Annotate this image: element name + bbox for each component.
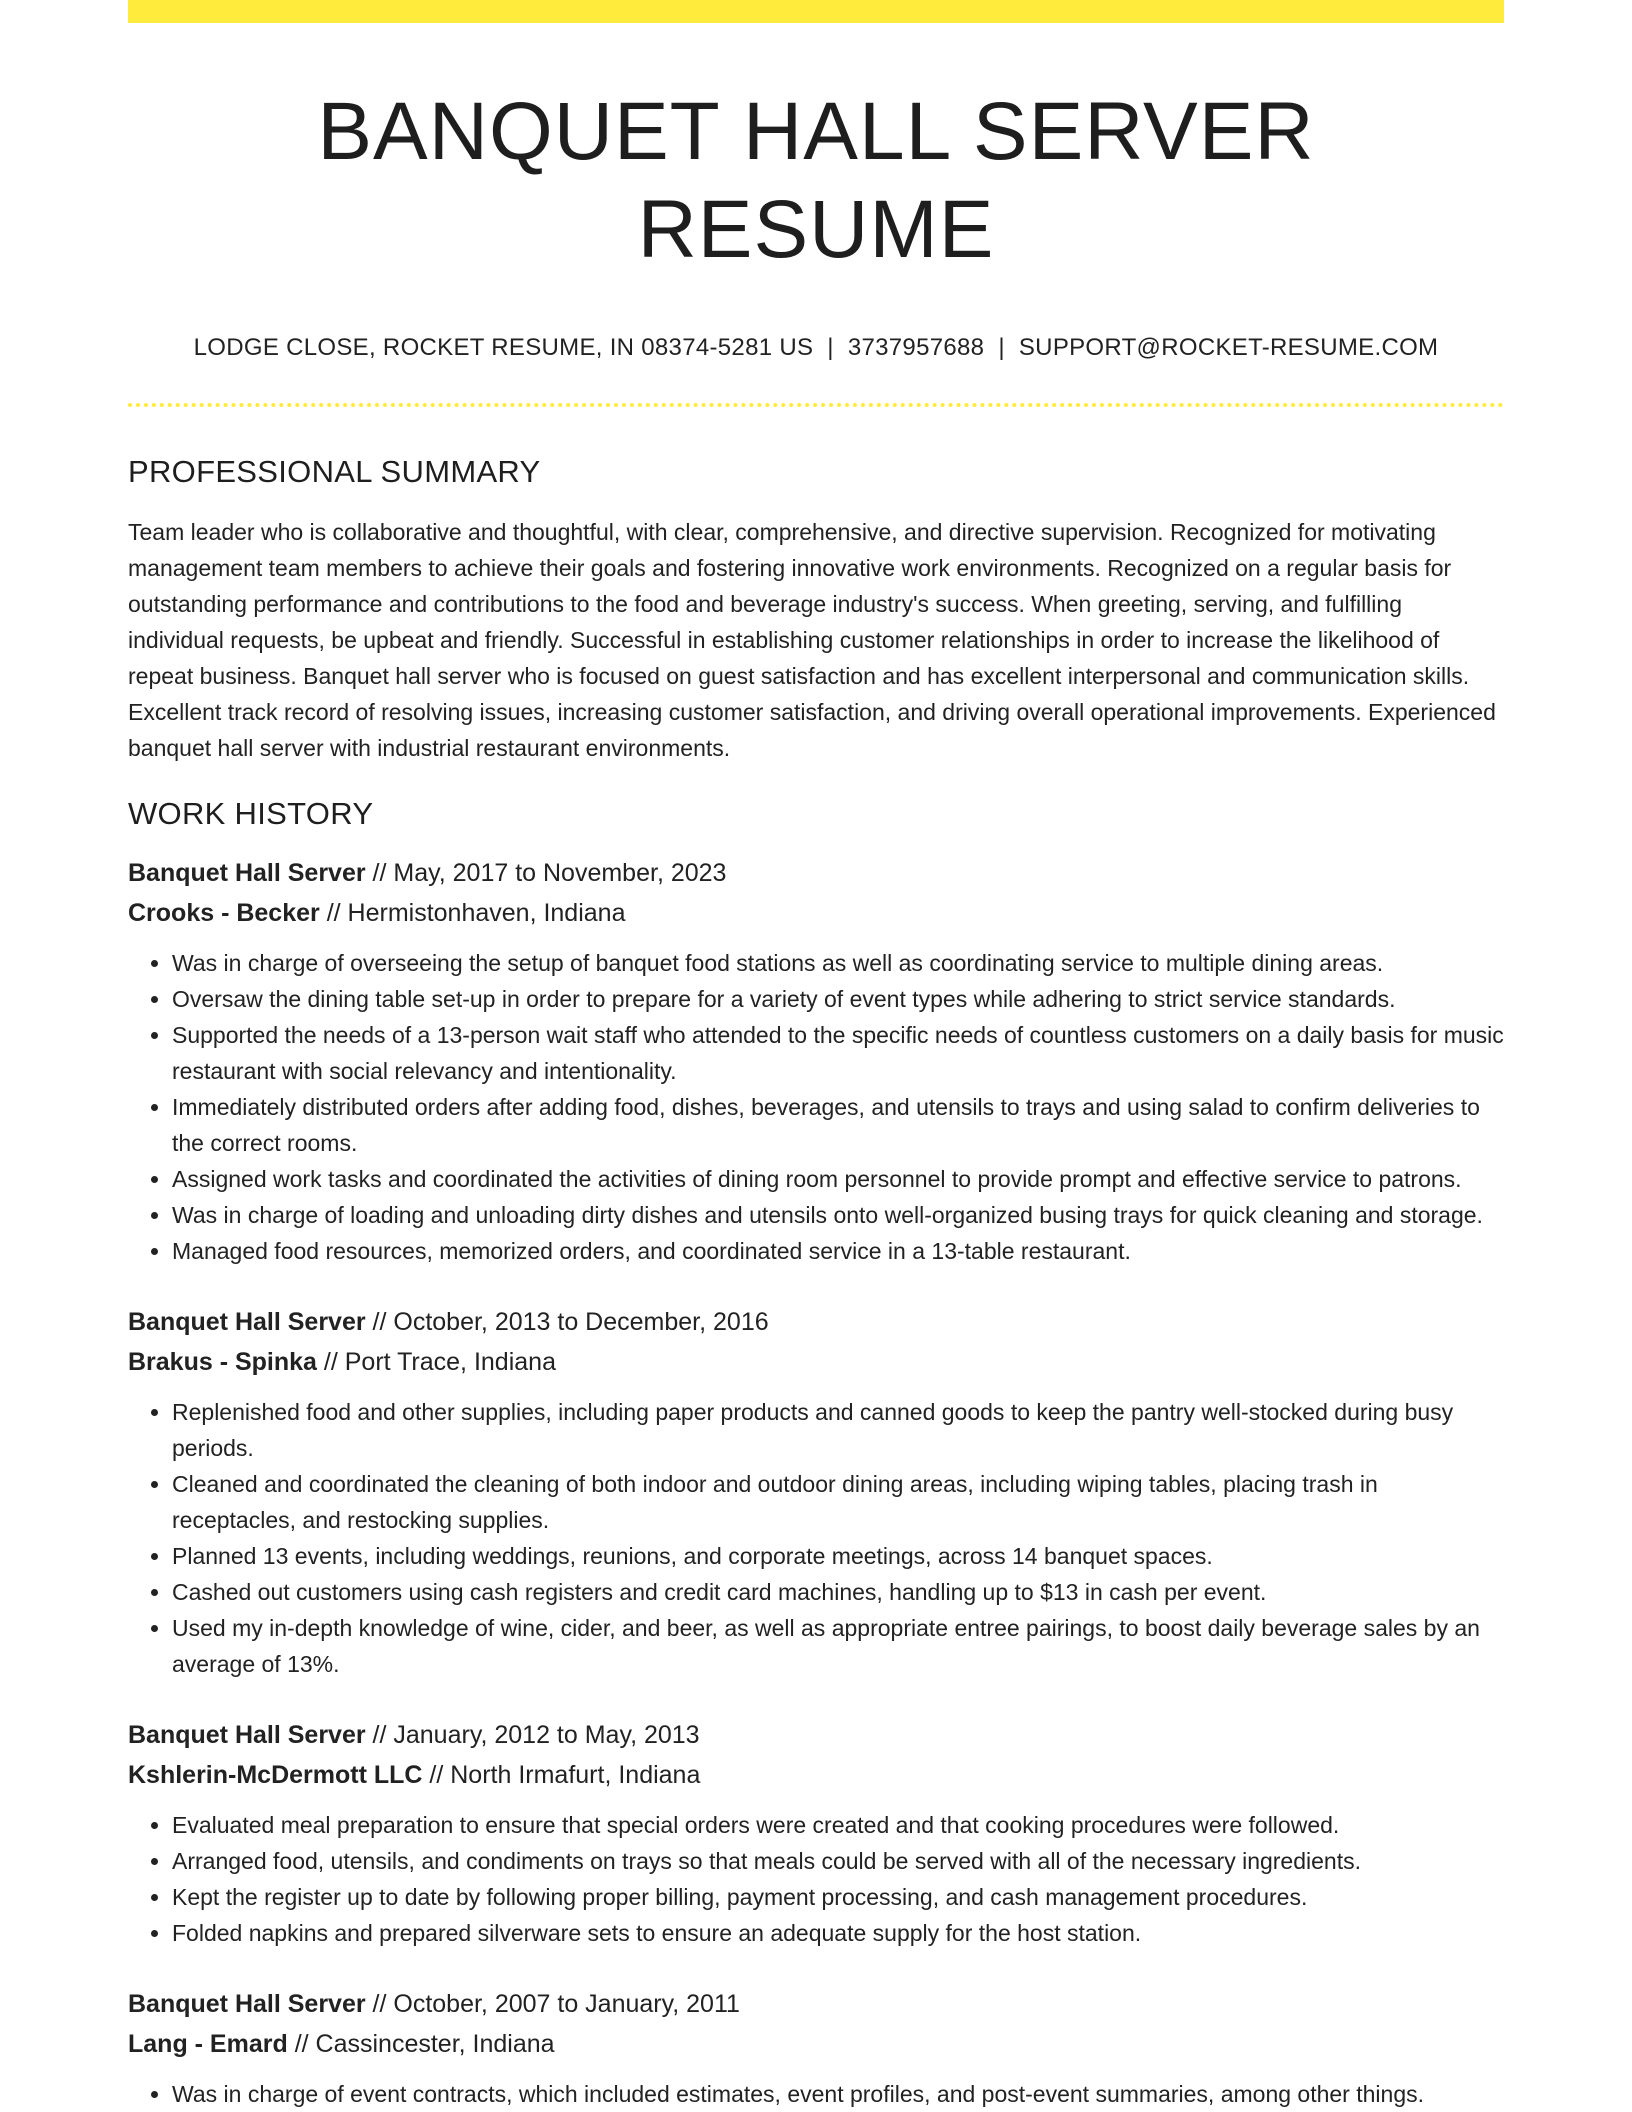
- job-bullet: • Was in charge of event contracts, which included estimates, event profiles, and post-event summaries, among other things.: [172, 2076, 1504, 2112]
- job-title-line: [128, 853, 1504, 893]
- job-bullet: • Used my in-depth knowledge of wine, cider, and beer, as well as appropriate entree pairings, to boost daily beverage sales by an average of 13%.: [172, 1610, 1504, 1682]
- job-company: Crooks - Becker: [128, 898, 320, 927]
- summary-text: Team leader who is collaborative and thoughtful, with clear, comprehensive, and directive supervision. Recognized for motivating management team members to achieve their goals and fostering innovative work environments. Recognized on a regular basis for outstanding performance and contributions to the food and beverage industry's success. When greeting, serving, and fulfilling individual requests, be upbeat and friendly. Successful in establishing customer relationships in order to increase the likelihood of repeat business. Banquet hall server who is focused on guest satisfaction and has excellent interpersonal and communication skills. Excellent track record of resolving issues, increasing customer satisfaction, and driving overall operational improvements. Experienced banquet hall server with industrial restaurant environments.: [128, 519, 1496, 762]
- job-bullets: [128, 945, 1504, 1269]
- job-bullet: • Immediately distributed orders after adding food, dishes, beverages, and utensils to trays and using salad to confirm deliveries to the correct rooms.: [172, 1089, 1504, 1161]
- job-bullet: • Cashed out customers using cash registers and credit card machines, handling up to $13 in cash per event.: [172, 1574, 1504, 1610]
- job-title: Banquet Hall Server: [128, 1307, 366, 1336]
- job-dates: // October, 2013 to December, 2016: [365, 1307, 769, 1336]
- job-bullet: • Was in charge of overseeing the setup of banquet food stations as well as coordinating service to multiple dining areas.: [172, 945, 1504, 981]
- job-bullet: • Was in charge of loading and unloading dirty dishes and utensils onto well-organized busing trays for quick cleaning and storage.: [172, 1197, 1504, 1233]
- job-title-line: [128, 1715, 1504, 1755]
- job-entry: [128, 1984, 1504, 2112]
- job-dates: // January, 2012 to May, 2013: [365, 1720, 700, 1749]
- summary-heading: PROFESSIONAL SUMMARY: [128, 453, 541, 489]
- job-company: Kshlerin-McDermott LLC: [128, 1760, 423, 1789]
- job-title: Banquet Hall Server: [128, 1989, 366, 2018]
- job-bullet: • Supported the needs of a 13-person wait staff who attended to the specific needs of countless customers on a daily basis for music restaurant with social relevancy and intentionality.: [172, 1017, 1504, 1089]
- job-company: Lang - Emard: [128, 2029, 288, 2058]
- top-accent-bar: [128, 0, 1504, 23]
- job-dates: // October, 2007 to January, 2011: [365, 1989, 740, 2018]
- work-history-list: [128, 853, 1504, 2112]
- job-location: // North Irmafurt, Indiana: [422, 1760, 701, 1789]
- job-entry: [128, 1302, 1504, 1682]
- job-bullets: [128, 1394, 1504, 1682]
- job-company-line: [128, 893, 1504, 933]
- contact-separator: |: [827, 333, 834, 361]
- job-company-line: [128, 2024, 1504, 2064]
- job-title: Banquet Hall Server: [128, 858, 366, 887]
- resume-page: [128, 0, 1504, 2112]
- job-entry: [128, 1715, 1504, 1951]
- job-bullet: • Arranged food, utensils, and condiments on trays so that meals could be served with all of the necessary ingredients.: [172, 1843, 1504, 1879]
- job-entry: [128, 853, 1504, 1269]
- job-title: Banquet Hall Server: [128, 1720, 366, 1749]
- contact-email: SUPPORT@ROCKET-RESUME.COM: [1018, 333, 1439, 361]
- job-bullet: • Cleaned and coordinated the cleaning of both indoor and outdoor dining areas, including wiping tables, placing trash in receptacles, and restocking supplies.: [172, 1466, 1504, 1538]
- contact-phone: 3737957688: [847, 333, 985, 361]
- job-company-line: [128, 1342, 1504, 1382]
- job-location: // Port Trace, Indiana: [316, 1347, 556, 1376]
- job-title-line: [128, 1302, 1504, 1342]
- resume-title: BANQUET HALL SERVER RESUME: [317, 86, 1315, 276]
- job-bullet: • Kept the register up to date by following proper billing, payment processing, and cash management procedures.: [172, 1879, 1504, 1915]
- job-bullet: • Oversaw the dining table set-up in order to prepare for a variety of event types while adhering to strict service standards.: [172, 981, 1504, 1017]
- job-bullets: [128, 2076, 1504, 2112]
- job-bullet: • Managed food resources, memorized orders, and coordinated service in a 13-table restaurant.: [172, 1233, 1504, 1269]
- job-bullet: • Planned 13 events, including weddings, reunions, and corporate meetings, across 14 banquet spaces.: [172, 1538, 1504, 1574]
- job-location: // Hermistonhaven, Indiana: [319, 898, 626, 927]
- job-bullet: • Folded napkins and prepared silverware sets to ensure an adequate supply for the host station.: [172, 1915, 1504, 1951]
- job-bullet: • Evaluated meal preparation to ensure that special orders were created and that cooking procedures were followed.: [172, 1807, 1504, 1843]
- job-title-line: [128, 1984, 1504, 2024]
- contact-address: LODGE CLOSE, ROCKET RESUME, IN 08374-5281 US: [193, 333, 814, 361]
- contact-line: [128, 332, 1504, 363]
- dotted-divider: [128, 403, 1504, 407]
- job-bullet: • Replenished food and other supplies, including paper products and canned goods to keep the pantry well-stocked during busy periods.: [172, 1394, 1504, 1466]
- contact-separator: |: [998, 333, 1005, 361]
- job-company: Brakus - Spinka: [128, 1347, 317, 1376]
- job-bullet: • Assigned work tasks and coordinated the activities of dining room personnel to provide prompt and effective service to patrons.: [172, 1161, 1504, 1197]
- job-company-line: [128, 1755, 1504, 1795]
- job-location: // Cassincester, Indiana: [287, 2029, 555, 2058]
- work-history-heading: WORK HISTORY: [128, 796, 374, 832]
- job-bullets: [128, 1807, 1504, 1951]
- job-dates: // May, 2017 to November, 2023: [365, 858, 727, 887]
